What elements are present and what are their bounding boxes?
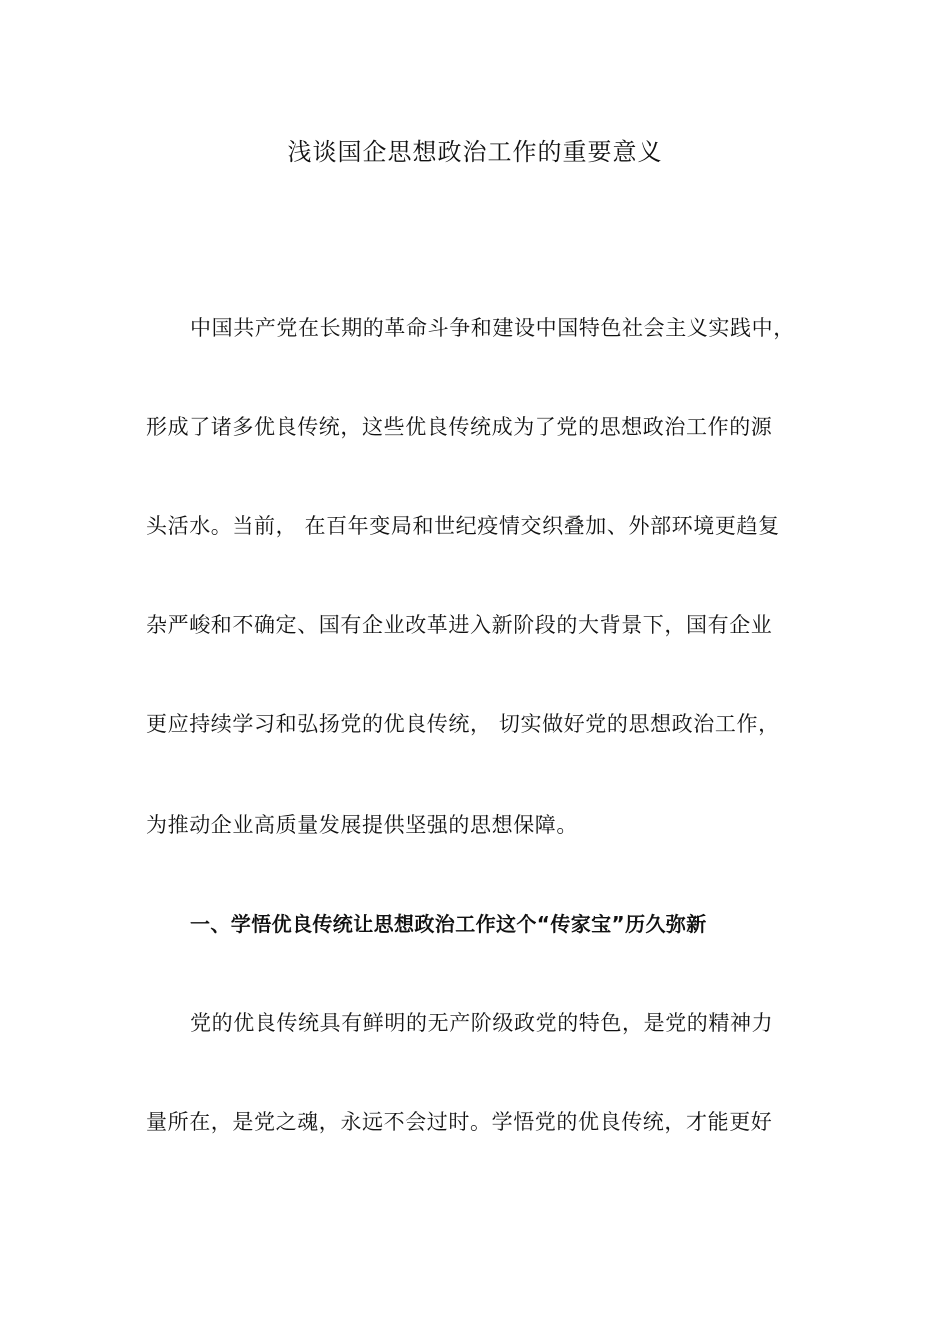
section-heading-1: 一、学悟优良传统让思想政治工作这个“传家宝”历久弥新 [190, 912, 707, 936]
intro-line-1: 中国共产党在长期的革命斗争和建设中国特色社会主义实践中， [190, 316, 795, 340]
intro-line-2: 形成了诸多优良传统，这些优良传统成为了党的思想政治工作的源 [146, 415, 773, 439]
section1-line-1: 党的优良传统具有鲜明的无产阶级政党的特色，是党的精神力 [190, 1011, 774, 1035]
section1-line-2: 量所在，是党之魂，永远不会过时。学悟党的优良传统，才能更好 [146, 1110, 773, 1134]
intro-line-6: 为推动企业高质量发展提供坚强的思想保障。 [146, 813, 578, 837]
intro-line-4: 杂严峻和不确定、国有企业改革进入新阶段的大背景下，国有企业 [146, 613, 773, 637]
intro-line-5: 更应持续学习和弘扬党的优良传统， 切实做好党的思想政治工作， [146, 712, 780, 736]
document-title: 浅谈国企思想政治工作的重要意义 [287, 138, 663, 166]
intro-line-3: 头活水。当前， 在百年变局和世纪疫情交织叠加、外部环境更趋复 [146, 514, 780, 538]
